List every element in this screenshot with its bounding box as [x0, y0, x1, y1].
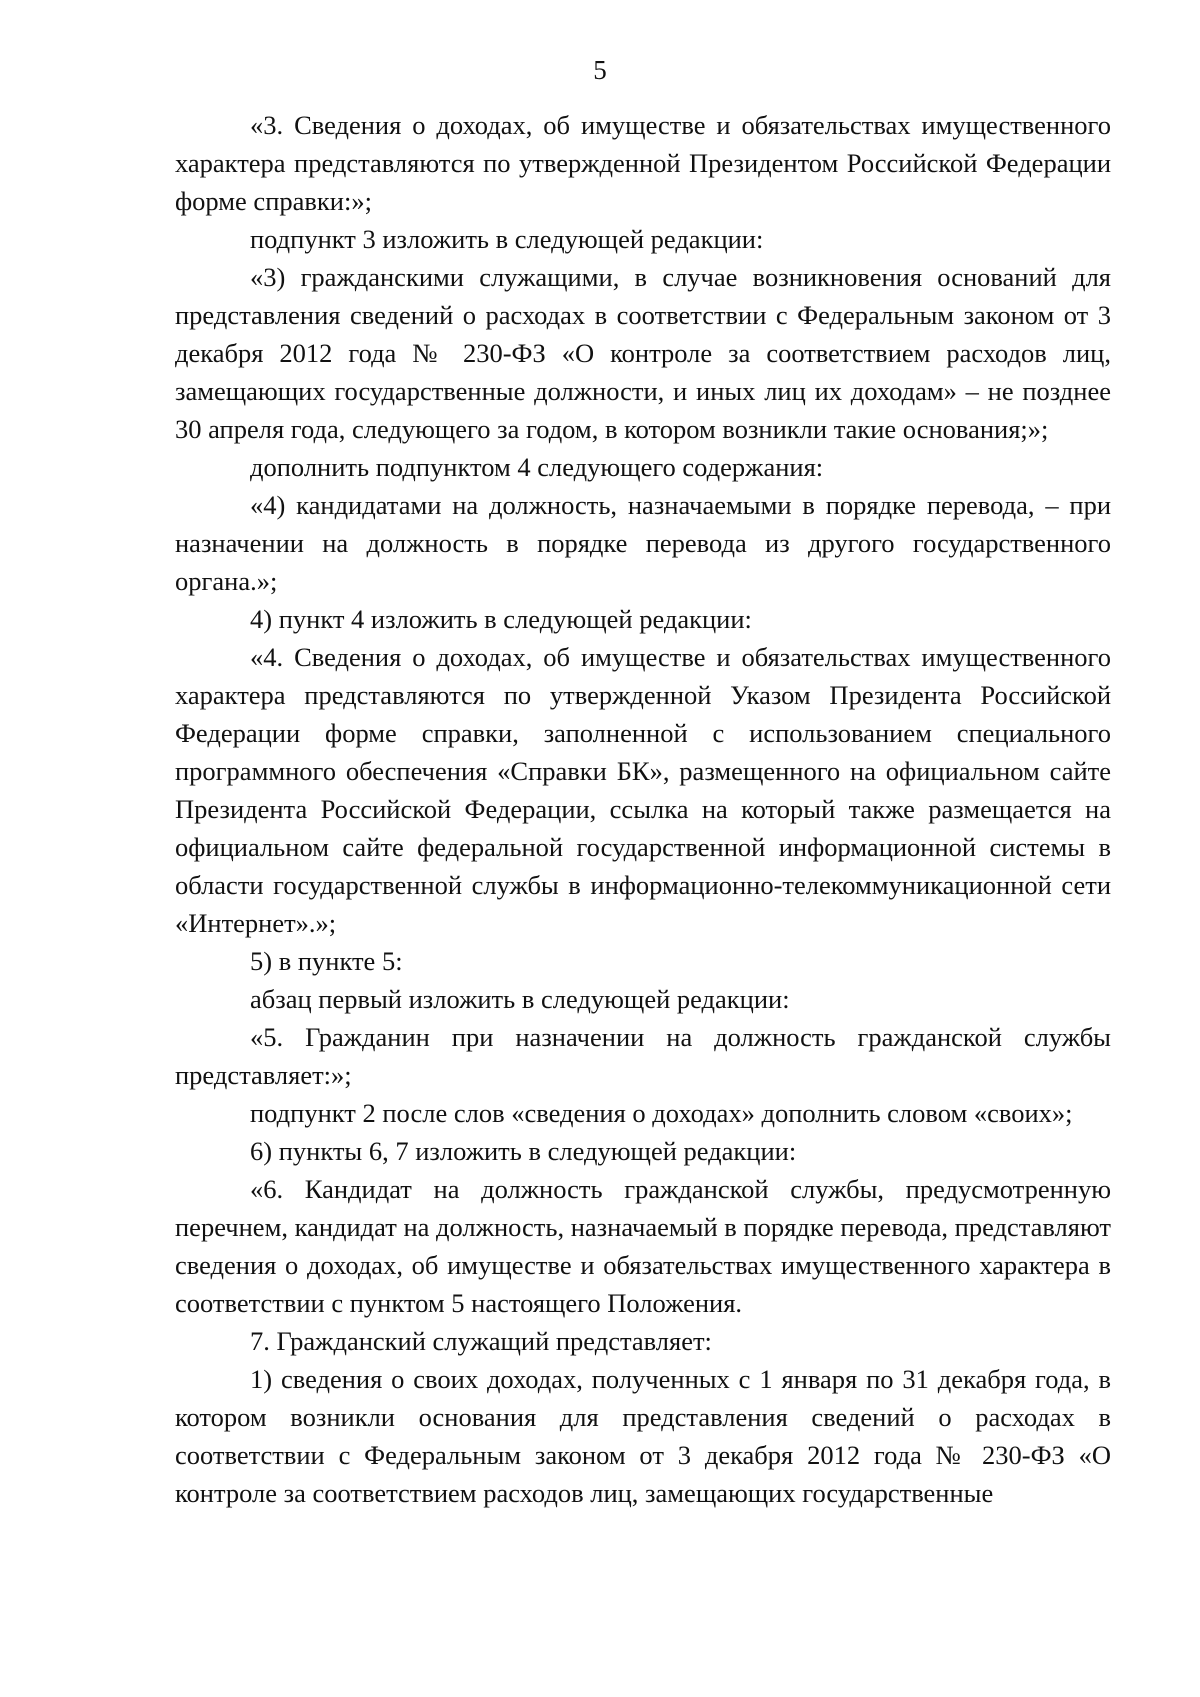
paragraph: подпункт 2 после слов «сведения о доходах» дополнить словом «своих»; [250, 1098, 1073, 1128]
paragraph: 7. Гражданский служащий представляет: [250, 1326, 712, 1356]
paragraph: дополнить подпунктом 4 следующего содержания: [250, 452, 824, 482]
paragraph: «4. Сведения о доходах, об имуществе и обязательствах имущественного характера представляются по утвержденной Указом Президента Российской Федерации форме справки, заполненной с использованием специального программного обеспечения «Справки БК», размещенного на официальном сайте Президента Российской Федерации, ссылка на который также размещается на официальном сайте федеральной государственной информационной системы в области государственной службы в информационно-телекоммуникационной сети «Интернет».»; [175, 642, 1111, 938]
paragraph: 1) сведения о своих доходах, полученных с 1 января по 31 декабря года, в котором возникли основания для представления сведений о расходах в соответствии с Федеральным законом от 3 декабря 2012 года № 230-ФЗ «О контроле за соответствием расходов лиц, замещающих государственные [175, 1364, 1111, 1508]
paragraph: «4) кандидатами на должность, назначаемыми в порядке перевода, – при назначении на должность в порядке перевода из другого государственного органа.»; [175, 490, 1111, 596]
page-number: 5 [593, 55, 607, 85]
paragraph: «3. Сведения о доходах, об имуществе и обязательствах имущественного характера представляются по утвержденной Президентом Российской Федерации форме справки:»; [175, 110, 1111, 216]
paragraph: подпункт 3 изложить в следующей редакции: [250, 224, 764, 254]
paragraph: «6. Кандидат на должность гражданской службы, предусмотренную перечнем, кандидат на должность, назначаемый в порядке перевода, представляют сведения о доходах, об имуществе и обязательствах имущественного характера в соответствии с пунктом 5 настоящего Положения. [175, 1174, 1111, 1318]
paragraph: «3) гражданскими служащими, в случае возникновения оснований для представления сведений о расходах в соответствии с Федеральным законом от 3 декабря 2012 года № 230-ФЗ «О контроле за соответствием расходов лиц, замещающих государственные должности, и иных лиц их доходам» – не позднее 30 апреля года, следующего за годом, в котором возникли такие основания;»; [175, 262, 1111, 444]
paragraph: «5. Гражданин при назначении на должность гражданской службы представляет:»; [175, 1022, 1111, 1090]
paragraph: 6) пункты 6, 7 изложить в следующей редакции: [250, 1136, 797, 1166]
paragraph: 5) в пункте 5: [250, 946, 403, 976]
document-body [175, 106, 1111, 1512]
paragraph: абзац первый изложить в следующей редакции: [250, 984, 790, 1014]
paragraph: 4) пункт 4 изложить в следующей редакции: [250, 604, 752, 634]
